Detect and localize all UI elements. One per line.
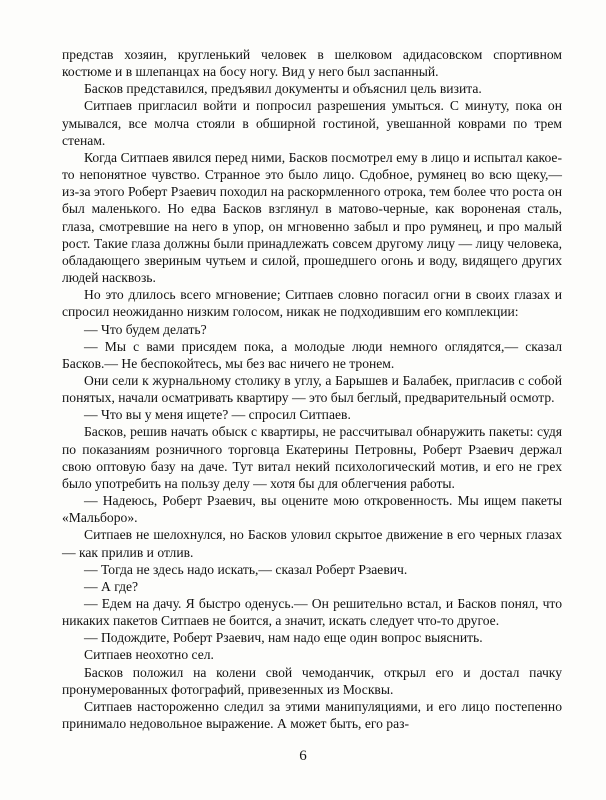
paragraph: Они сели к журнальному столику в углу, а Барышев и Балабек, пригласив с собой понятых, начали осматривать квартиру — это был беглый, предварительный осмотр.	[62, 372, 562, 406]
paragraph: — Тогда не здесь надо искать,— сказал Роберт Рзаевич.	[84, 561, 408, 577]
paragraph: — Надеюсь, Роберт Рзаевич, вы оцените мою откровенность. Мы ищем пакеты «Мальборо».	[62, 493, 562, 526]
paragraph: Ситпаев пригласил войти и попросил разрешения умыться. С минуту, пока он умывался, все молча стояли в обширной гостиной, увешанной коврами по трем стенам.	[62, 98, 562, 148]
paragraph: — Мы с вами присядем пока, а молодые люди немного оглядятся,— сказал Басков.— Не беспокойтесь, мы без вас ничего не тронем.	[62, 338, 562, 371]
paragraph: — А где?	[84, 578, 139, 594]
paragraph: Басков представился, предъявил документы и объяснил цель визита.	[84, 81, 482, 97]
paragraph: Когда Ситпаев явился перед ними, Басков посмотрел ему в лицо и испытал какое-то непонятное чувство. Странное это было лицо. Сдобное, румянец во всю щеку,— из-за этого Роберт Рзаевич походил на раскормленного отрока, тем более что роста он был маленького. Но едва Басков взглянул в матово-черные, как вороненая сталь, глаза, смотревшие на него в упор, он мгновенно забыл и про румянец, и про малый рост. Такие глаза должны были принадлежать совсем другому лицу — лицу человека, обладающего звериным чутьем и силой, прошедшего огонь и воду, видящего других людей насквозь.	[62, 149, 562, 286]
paragraph: Ситпаев настороженно следил за этими манипуляциями, и его лицо постепенно принимало недовольное выражение. А может быть, его раз-	[62, 698, 562, 732]
paragraph: — Что вы у меня ищете? — спросил Ситпаев.	[84, 407, 351, 423]
paragraph: Но это длилось всего мгновение; Ситпаев словно погасил огни в своих глазах и спросил неожиданно низким голосом, никак не подходившим его комплекции:	[62, 287, 562, 320]
paragraph: — Что будем делать?	[84, 321, 207, 337]
paragraph: Басков положил на колени свой чемоданчик, открыл его и достал пачку пронумерованных фотографий, привезенных из Москвы.	[62, 664, 562, 697]
paragraph: Ситпаев неохотно сел.	[84, 647, 214, 663]
body-text	[62, 46, 562, 732]
paragraph: — Подождите, Роберт Рзаевич, нам надо еще один вопрос выяснить.	[84, 630, 483, 646]
paragraph: представ хозяин, кругленький человек в шелковом адидасовском спортивном костюме и в шлепанцах на босу ногу. Вид у него был заспанный.	[62, 47, 562, 80]
paragraph: — Едем на дачу. Я быстро оденусь.— Он решительно встал, и Басков понял, что никаких пакетов Ситпаев не боится, а значит, искать следует что-то другое.	[62, 596, 562, 629]
paragraph: Басков, решив начать обыск с квартиры, не рассчитывал обнаружить пакеты: судя по показаниям розничного торговца Екатерины Петровны, Роберт Рзаевич держал свою оптовую базу на даче. Тут витал некий психологический мотив, и его не грех было употребить на пользу делу — хотя бы для облегчения работы.	[62, 424, 562, 491]
paragraph: Ситпаев не шелохнулся, но Басков уловил скрытое движение в его черных глазах — как прилив и отлив.	[62, 527, 562, 560]
page-number: 6	[299, 748, 307, 764]
